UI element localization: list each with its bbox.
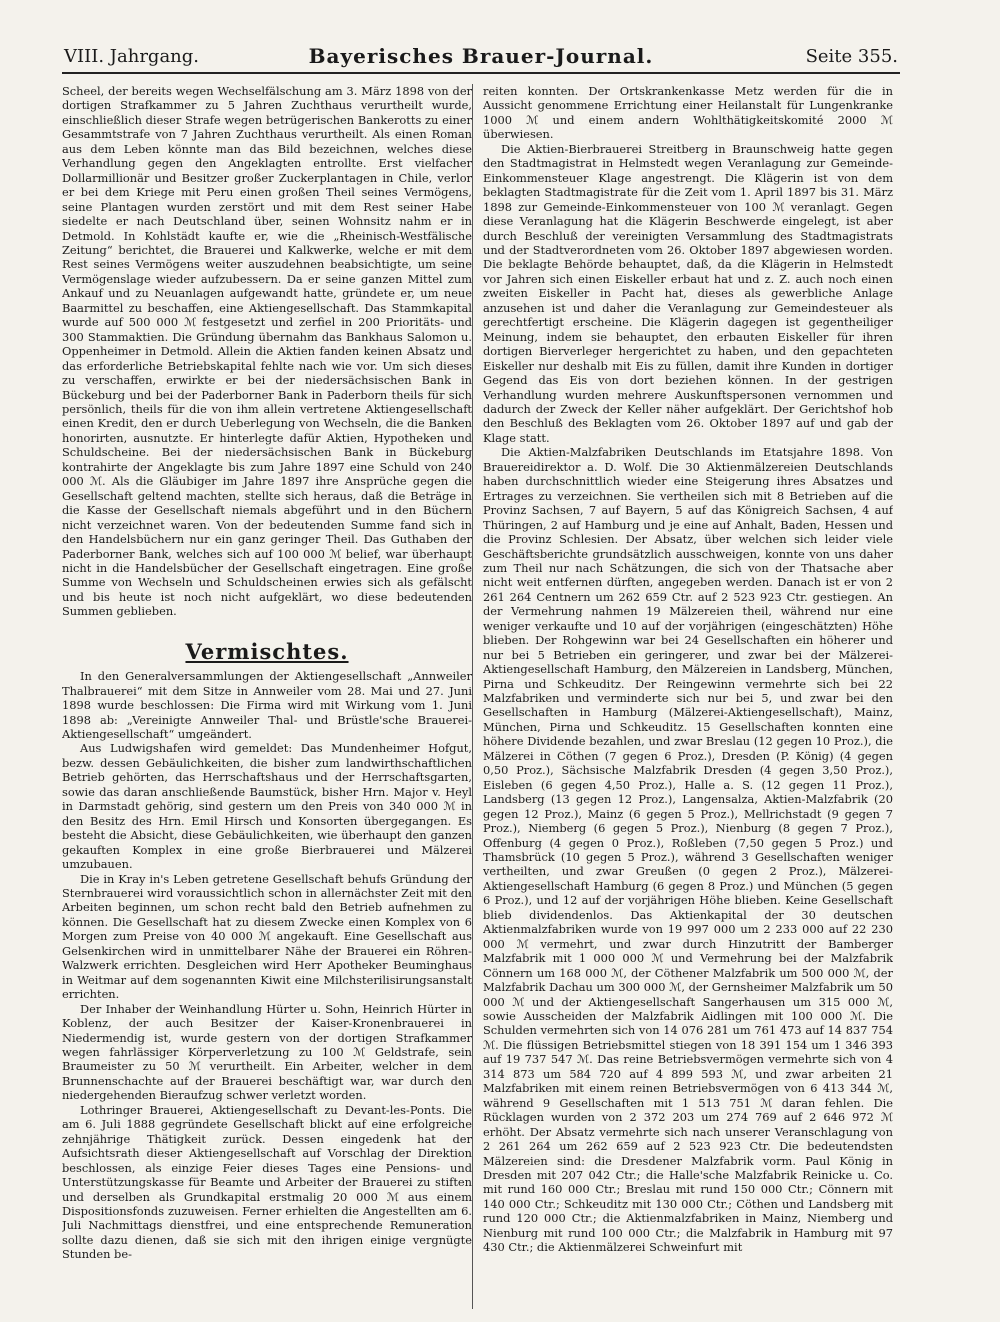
news-streitberg: Die Aktien-Bierbrauerei Streitberg in Braunschweig hatte gegen den Stadtmagistrat in Helmstedt wegen Veranlagung zur Gemeinde-Einkommensteuer Klage angestrengt. Die Klägerin ist von dem beklagten Stadtmagistrate für die Zeit vom 1. April 1897 bis 31. März 1898 zur Gemeinde-Einkommensteuer von 100 ℳ veranlagt. Gegen diese Veranlagung hat die Klägerin Beschwerde eingelegt, ist aber durch Beschluß der vereinigten Versammlung des Stadtmagistrats und der Stadtverordneten vom 26. Oktober 1897 abgewiesen worden. Die beklagte Behörde behauptet, daß, da die Klägerin in Helmstedt vor Jahren sich einen Eiskeller erbaut hat und z. Z. auch noch einen zweiten Eiskeller in Pacht hat, dieses als gewerbliche Anlage anzusehen ist und daher die Veranlagung zur Gemeindesteuer als gerechtfertigt erscheine. Die Klägerin dagegen ist gegentheiliger Meinung, indem sie behauptet, den erbauten Eiskeller für ihren dortigen Bierverleger hergerichtet zu haben, und den gepachteten Eiskeller nur deshalb mit Eis zu füllen, damit ihre Kunden in dortiger Gegend das Eis von dort beziehen können. In der gestrigen Verhandlung wurden mehrere Auskunftspersonen vernommen und dadurch der Zweck der Keller näher aufgeklärt. Der Gerichtshof hob den Beschluß des Beklagten vom 26. Oktober 1897 auf und gab der Klage statt.	[483, 141, 893, 445]
journal-title: Bayerisches Brauer-Journal.	[308, 44, 654, 68]
page-header	[62, 42, 900, 74]
news-koblenz: Der Inhaber der Weinhandlung Hürter u. Sohn, Heinrich Hürter in Koblenz, der auch Besitzer der Kaiser-Kronenbrauerei in Niedermendig ist, wurde gestern von der dortigen Strafkammer wegen fahrlässiger Körperverletzung zu 100 ℳ Geldstrafe, sein Braumeister zu 50 ℳ verurtheilt. Ein Arbeiter, welcher in dem Brunnenschachte auf der Brauerei beschäftigt war, war durch den niedergehenden Bieraufzug schwer verletzt worden.	[62, 1001, 472, 1103]
right-column	[483, 84, 893, 1309]
news-kray: Die in Kray in's Leben getretene Gesellschaft behufs Gründung der Sternbrauerei wird voraussichtlich schon in allernächster Zeit mit den Arbeiten beginnen, um schon recht bald den Betrieb aufnehmen zu können. Die Gesellschaft hat zu diesem Zwecke einen Komplex von 6 Morgen zum Preise von 40 000 ℳ angekauft. Eine Gesellschaft aus Gelsenkirchen wird in unmittelbarer Nähe der Brauerei ein Röhren-Walzwerk errichten. Desgleichen wird Herr Apotheker Beuminghaus in Weitmar auf dem sogenannten Kiwit eine Milchsterilisirungsanstalt errichten.	[62, 871, 472, 1002]
news-ludwigshafen: Aus Ludwigshafen wird gemeldet: Das Mundenheimer Hofgut, bezw. dessen Gebäulichkeiten, die bisher zum landwirthschaftlichen Betrieb gehörten, das Herrschaftshaus und der Herrschaftsgarten, sowie das daran anschließende Baumstück, bisher Hrn. Major v. Heyl in Darmstadt gehörig, sind gestern um den Preis von 340 000 ℳ in den Besitz des Hrn. Emil Hirsch und Konsorten übergegangen. Es besteht die Absicht, diese Gebäulichkeiten, wie überhaupt den ganzen gekauften Komplex in eine große Bierbrauerei und Mälzerei umzubauen.	[62, 741, 472, 872]
news-lothringer: Lothringer Brauerei, Aktiengesellschaft zu Devant-les-Ponts. Die am 6. Juli 1888 gegründete Gesellschaft blickt auf eine erfolgreiche zehnjährige Thätigkeit zurück. Dessen eingedenk hat der Aufsichtsrath dieser Aktiengesellschaft auf Vorschlag der Direktion beschlossen, als einzige Feier dieses Tages eine Pensions- und Unterstützungskasse für Beamte und Arbeiter der Brauerei zu stiften und derselben als Grundkapital erstmalig 20 000 ℳ aus einem Dispositionsfonds zuzuweisen. Ferner erhielten die Angestellten am 6. Juli Nachmittags dienstfrei, und eine entsprechende Remuneration sollte dazu dienen, daß sie sich mit den ihrigen einige vergnügte Stunden be-	[62, 1102, 472, 1262]
volume-label: VIII. Jahrgang.	[64, 46, 200, 67]
section-title: Vermischtes.	[185, 638, 349, 664]
article-continuation-scheel: Scheel, der bereits wegen Wechselfälschung am 3. März 1898 von der dortigen Strafkammer zu 5 Jahren Zuchthaus verurtheilt wurde, einschließlich dieser Strafe wegen betrügerischen Bankerotts zu einer Gesammtstrafe von 7 Jahren Zuchthaus verurtheilt. Als einen Roman aus dem Leben könnte man das Bild bezeichnen, welches diese Verhandlung gegen den Angeklagten entrollte. Erst vielfacher Dollarmillionär und Besitzer großer Zuckerplantagen in Chile, verlor er bei dem Kriege mit Peru einen großen Theil seines Vermögens, seine Plantagen wurden zerstört und mit dem Rest seiner Habe siedelte er nach Deutschland über, seinen Wohnsitz nahm er in Detmold. In Kohlstädt kaufte er, wie die „Rheinisch-Westfälische Zeitung“ berichtet, die Brauerei und Kalkwerke, welche er mit dem Rest seines Vermögens weiter auszudehnen beabsichtigte, um seine Vermögenslage wieder aufzubessern. Da er seine ganzen Mittel zum Ankauf und zu Neuanlagen aufgewandt hatte, gründete er, um neue Baarmittel zu beschaffen, eine Aktiengesellschaft. Das Stammkapital wurde auf 500 000 ℳ festgesetzt und zerfiel in 200 Prioritäts- und 300 Stammaktien. Die Gründung übernahm das Bankhaus Salomon u. Oppenheimer in Detmold. Allein die Aktien fanden keinen Absatz und das erforderliche Betriebskapital fehlte nach wie vor. Um sich dieses zu verschaffen, erwirkte er bei der niedersächsischen Bank in Bückeburg und bei der Paderborner Bank in Paderborn theils für sich persönlich, theils für die von ihm allein vertretene Aktiengesellschaft einen Kredit, den er durch Ueberlegung von Wechseln, die die Banken honorirten, ausnutzte. Er hinterlegte dafür Aktien, Hypotheken und Schuldscheine. Bei der niedersächsischen Bank in Bückeburg kontrahirte der Angeklagte bis zum Jahre 1897 eine Schuld von 240 000 ℳ. Als die Gläubiger im Jahre 1897 ihre Ansprüche gegen die Gesellschaft geltend machten, stellte sich heraus, daß die Beträge in die Kasse der Gesellschaft niemals abgeführt und in den Büchern nicht verzeichnet waren. Von der bedeutenden Summe fand sich in den Handelsbüchern nur ein ganz geringer Theil. Das Guthaben der Paderborner Bank, welches sich auf 100 000 ℳ belief, war überhaupt nicht in die Handelsbücher der Gesellschaft eingetragen. Eine große Summe von Wechseln und Schuldscheinen erwies sich als gefälscht und bis heute ist noch nicht aufgeklärt, wo diese bedeutenden Summen geblieben.	[62, 84, 472, 619]
left-column	[62, 84, 472, 1309]
news-malzfabriken: Die Aktien-Malzfabriken Deutschlands im Etatsjahre 1898. Von Brauereidirektor a. D. Wolf. Die 30 Aktienmälzereien Deutschlands haben durchschnittlich wieder eine Steigerung ihres Absatzes und Ertrages zu verzeichnen. Sie vertheilen sich mit 8 Betrieben auf die Provinz Sachsen, 7 auf Bayern, 5 auf das Königreich Sachsen, 4 auf Thüringen, 2 auf Hamburg und je eine auf Anhalt, Baden, Hessen und die Provinz Schlesien. Der Absatz, über welchen sich leider viele Geschäftsberichte grundsätzlich ausschweigen, konnte von uns daher zum Theil nur nach Schätzungen, die sich von der Thatsache aber nicht weit entfernen dürften, angegeben werden. Danach ist er von 2 261 264 Centnern um 262 659 Ctr. auf 2 523 923 Ctr. gestiegen. An der Vermehrung nahmen 19 Mälzereien theil, während nur eine weniger verkaufte und 10 auf der vorjährigen (eingeschätzten) Höhe blieben. Der Rohgewinn war bei 24 Gesellschaften ein höherer und nur bei 5 Betrieben ein geringerer, und zwar bei der Mälzerei-Aktiengesellschaft Hamburg, den Mälzereien in Landsberg, München, Pirna und Schkeuditz. Der Reingewinn vermehrte sich bei 22 Malzfabriken und verminderte sich nur bei 5, und zwar bei den Gesellschaften in Hamburg (Mälzerei-Aktiengesellschaft), Mainz, München, Pirna und Schkeuditz. 15 Gesellschaften konnten eine höhere Dividende bezahlen, und zwar Breslau (12 gegen 10 Proz.), die Mälzerei in Cöthen (7 gegen 6 Proz.), Dresden (P. König) (4 gegen 0,50 Proz.), Sächsische Malzfabrik Dresden (4 gegen 3,50 Proz.), Eisleben (6 gegen 4,50 Proz.), Halle a. S. (12 gegen 11 Proz.), Landsberg (13 gegen 12 Proz.), Langensalza, Aktien-Malzfabrik (20 gegen 12 Proz.), Mainz (6 gegen 5 Proz.), Mellrichstadt (9 gegen 7 Proz.), Niemberg (6 gegen 5 Proz.), Nienburg (8 gegen 7 Proz.), Offenburg (4 gegen 0 Proz.), Roßleben (7,50 gegen 5 Proz.) und Thamsbrück (10 gegen 5 Proz.), während 3 Gesellschaften weniger vertheilten, und zwar Greußen (0 gegen 2 Proz.), Mälzerei-Aktiengesellschaft Hamburg (6 gegen 8 Proz.) und München (5 gegen 6 Proz.), und 12 auf der vorjährigen Höhe blieben. Keine Gesellschaft blieb dividendenlos. Das Aktienkapital der 30 deutschen Aktienmalzfabriken wurde von 19 997 000 um 2 233 000 auf 22 230 000 ℳ vermehrt, und zwar durch Hinzutritt der Bamberger Malzfabrik mit 1 000 000 ℳ und Vermehrung bei der Malzfabrik Cönnern um 168 000 ℳ, der Cöthener Malzfabrik um 500 000 ℳ, der Malzfabrik Dachau um 300 000 ℳ, der Gernsheimer Malzfabrik um 50 000 ℳ und der Aktiengesellschaft Sangerhausen um 315 000 ℳ, sowie Ausscheiden der Malzfabrik Aidlingen mit 100 000 ℳ. Die Schulden vermehrten sich von 14 076 281 um 761 473 auf 14 837 754 ℳ. Die flüssigen Betriebsmittel stiegen von 18 391 154 um 1 346 393 auf 19 737 547 ℳ. Das reine Betriebsvermögen vermehrte sich von 4 314 873 um 584 720 auf 4 899 593 ℳ, und zwar arbeiten 21 Malzfabriken mit einem reinen Betriebsvermögen von 6 413 344 ℳ, während 9 Gesellschaften mit 1 513 751 ℳ daran fehlen. Die Rücklagen wurden von 2 372 203 um 274 769 auf 2 646 972 ℳ erhöht. Der Absatz vermehrte sich nach unserer Veranschlagung von 2 261 264 um 262 659 auf 2 523 923 Ctr. Die bedeutendsten Mälzereien sind: die Dresdener Malzfabrik vorm. Paul König in Dresden mit 207 042 Ctr.; die Halle'sche Malzfabrik Reinicke u. Co. mit rund 160 000 Ctr.; Breslau mit rund 150 000 Ctr.; Cönnern mit 140 000 Ctr.; Schkeuditz mit 130 000 Ctr.; Cöthen und Landsberg mit rund 120 000 Ctr.; die Aktienmalzfabriken in Mainz, Niemberg und Nienburg mit rund 100 000 Ctr.; die Malzfabrik in Hamburg mit 97 430 Ctr.; die Aktienmälzerei Schweinfurt mit	[483, 445, 893, 1255]
news-lothringer-continued: reiten konnten. Der Ortskrankenkasse Metz werden für die in Aussicht genommene Errichtung einer Heilanstalt für Lungenkranke 1000 ℳ und einem andern Wohlthätigkeitskomité 2000 ℳ überwiesen.	[483, 84, 893, 142]
news-annweiler: In den Generalversammlungen der Aktiengesellschaft „Annweiler Thalbrauerei“ mit dem Sitze in Annweiler vom 28. Mai und 27. Juni 1898 wurde beschlossen: Die Firma wird mit Wirkung vom 1. Juni 1898 ab: „Vereinigte Annweiler Thal- und Brüstle'sche Brauerei-Aktiengesellschaft“ umgeändert.	[62, 669, 472, 742]
page-number: Seite 355.	[805, 46, 898, 67]
column-divider	[472, 84, 473, 1309]
